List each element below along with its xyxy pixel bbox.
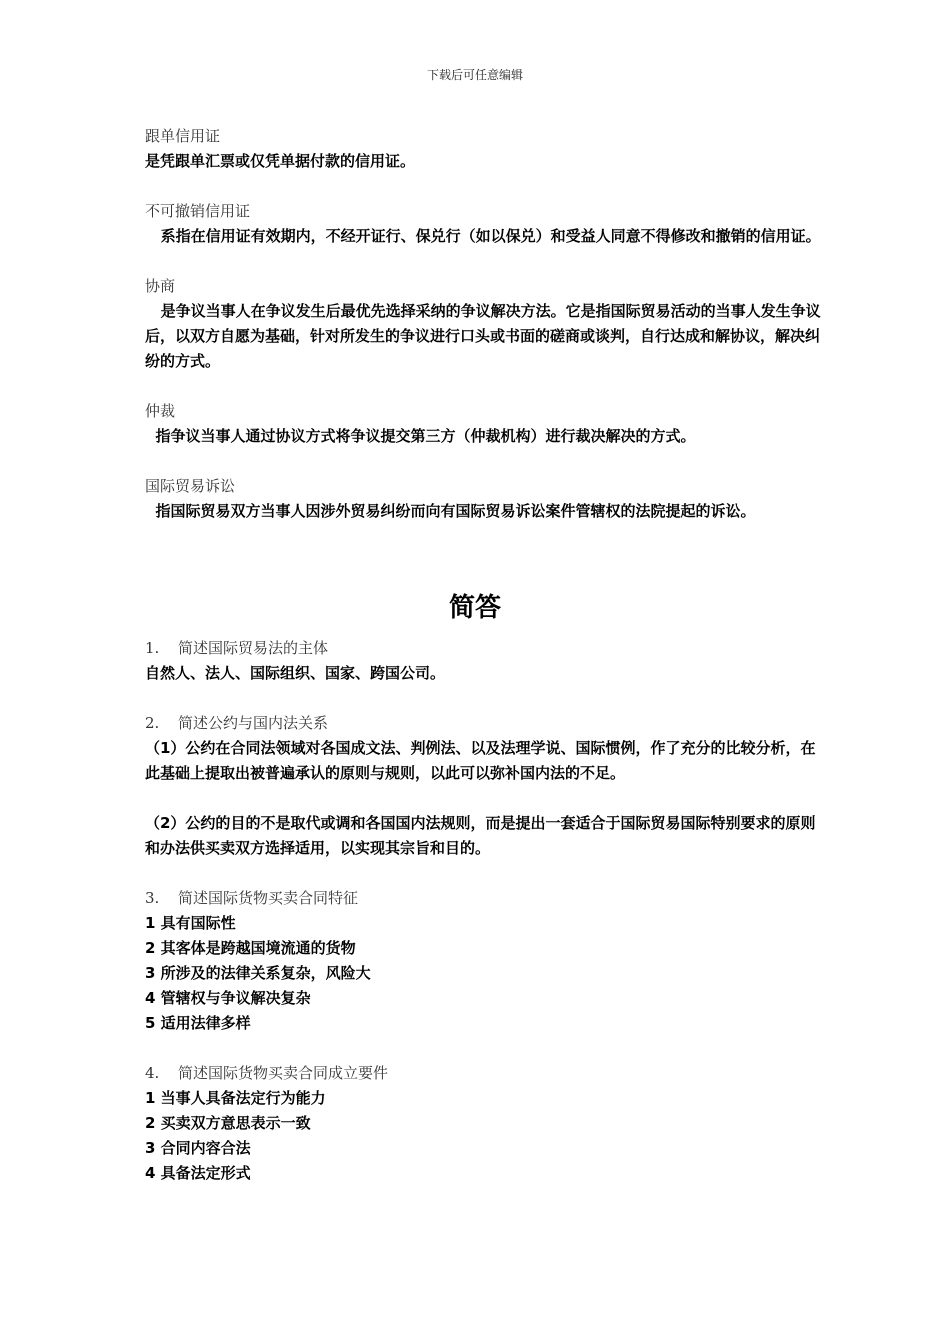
answer-line: 5 适用法律多样 (145, 1014, 251, 1032)
answer-line: （1）公约在合同法领域对各国成文法、判例法、以及法理学说、国际惯例，作了充分的比较分析，在此基础上提取出被普遍承认的原则与规则，以此可以弥补国内法的不足。 (145, 739, 816, 782)
definition-term: 协商 (145, 277, 176, 295)
answer-line: 1 具有国际性 (145, 914, 236, 932)
definition-text: 是凭跟单汇票或仅凭单据付款的信用证。 (145, 152, 416, 170)
question-block (145, 886, 825, 1036)
question-text: 简述国际货物买卖合同成立要件 (178, 1064, 389, 1082)
answer-line: 3 合同内容合法 (145, 1139, 251, 1157)
question-heading (145, 711, 825, 736)
question-block (145, 636, 825, 686)
definition-term: 国际贸易诉讼 (145, 477, 236, 495)
definition-block (145, 399, 825, 449)
document-body (145, 124, 825, 1186)
page-header: 下载后可任意编辑 (426, 68, 523, 82)
definition-text: 系指在信用证有效期内，不经开证行、保兑行（如以保兑）和受益人同意不得修改和撤销的信用证。 (145, 227, 821, 245)
definition-text: 是争议当事人在争议发生后最优先选择采纳的争议解决方法。它是指国际贸易活动的当事人发生争议后，以双方自愿为基础，针对所发生的争议进行口头或书面的磋商或谈判，自行达成和解协议，解决纠纷的方式。 (145, 302, 821, 370)
question-block (145, 1061, 825, 1186)
definition-text: 指争议当事人通过协议方式将争议提交第三方（仲裁机构）进行裁决解决的方式。 (145, 427, 696, 445)
question-heading (145, 1061, 825, 1086)
question-text: 简述国际贸易法的主体 (178, 639, 329, 657)
question-number: 2. (145, 714, 160, 732)
question-text: 简述国际货物买卖合同特征 (178, 889, 359, 907)
question-number: 4. (145, 1064, 160, 1082)
answer-line: 自然人、法人、国际组织、国家、跨国公司。 (145, 664, 446, 682)
answer-line: 1 当事人具备法定行为能力 (145, 1089, 326, 1107)
answer-line: 2 买卖双方意思表示一致 (145, 1114, 311, 1132)
question-heading (145, 886, 825, 911)
definition-block (145, 474, 825, 524)
section-title: 简答 (448, 593, 501, 623)
question-number: 1. (145, 639, 160, 657)
definition-block (145, 274, 825, 374)
definition-block (145, 199, 825, 249)
question-heading (145, 636, 825, 661)
question-block (145, 711, 825, 861)
question-text: 简述公约与国内法关系 (178, 714, 329, 732)
answer-line: 2 其客体是跨越国境流通的货物 (145, 939, 356, 957)
answer-line: （2）公约的目的不是取代或调和各国国内法规则，而是提出一套适合于国际贸易国际特别要求的原则和办法供买卖双方选择适用，以实现其宗旨和目的。 (145, 814, 816, 857)
definition-term: 跟单信用证 (145, 127, 221, 145)
definition-term: 不可撤销信用证 (145, 202, 251, 220)
answer-line: 4 管辖权与争议解决复杂 (145, 989, 311, 1007)
definition-text: 指国际贸易双方当事人因涉外贸易纠纷而向有国际贸易诉讼案件管辖权的法院提起的诉讼。 (145, 502, 756, 520)
definition-term: 仲裁 (145, 402, 176, 420)
question-number: 3. (145, 889, 160, 907)
answer-line: 3 所涉及的法律关系复杂，风险大 (145, 964, 371, 982)
definition-block (145, 124, 825, 174)
answer-line: 4 具备法定形式 (145, 1164, 251, 1182)
